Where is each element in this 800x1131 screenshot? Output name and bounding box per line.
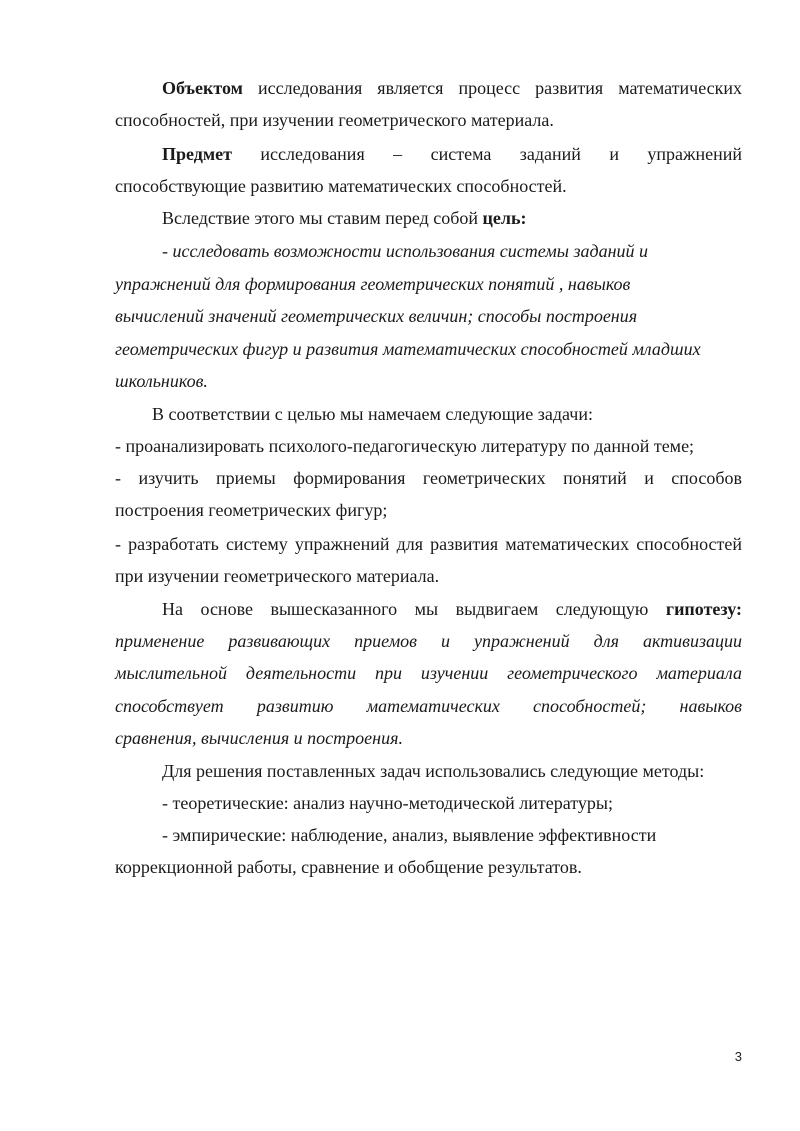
object-text: исследования является процесс развития математических	[257, 78, 743, 98]
hypothesis-line-3: способствует развитию математических способностей; навыков	[115, 696, 742, 716]
object-line-2: способностей, при изучении геометрического материала.	[115, 110, 554, 130]
goal-term: цель:	[482, 208, 527, 228]
hypothesis-intro-line	[162, 598, 742, 620]
page-number: 3	[734, 1049, 742, 1064]
task-line-2: - изучить приемы формирования геометрических понятий и способов	[115, 468, 742, 488]
goal-line-2: упражнений для формирования геометрических понятий , навыков	[115, 274, 631, 294]
hypothesis-term: гипотезу:	[665, 599, 743, 619]
goal-line-4: геометрических фигур и развития математических способностей младших	[115, 339, 701, 359]
method-line-3: коррекционной работы, сравнение и обобщение результатов.	[115, 857, 582, 877]
task-line-3: построения геометрических фигур;	[115, 500, 388, 520]
subject-term: Предмет	[162, 144, 232, 164]
method-line-2: - эмпирические: наблюдение, анализ, выявление эффективности	[162, 825, 657, 845]
hypothesis-line-4: сравнения, вычисления и построения.	[115, 728, 403, 748]
subject-line-1	[162, 143, 742, 165]
object-line-1	[162, 77, 742, 99]
goal-line-3: вычислений значений геометрических величин; способы построения	[115, 306, 638, 326]
hypothesis-line-2: мыслительной деятельности при изучении геометрического материала	[115, 663, 742, 683]
tasks-intro: В соответствии с целью мы намечаем следующие задачи:	[152, 404, 593, 424]
goal-line-5: школьников.	[115, 371, 208, 391]
method-line-1: - теоретические: анализ научно-методической литературы;	[162, 793, 614, 813]
task-line-4: - разработать систему упражнений для развития математических способностей	[115, 534, 742, 554]
task-line-1: - проанализировать психолого-педагогическую литературу по данной теме;	[115, 436, 695, 456]
task-line-5: при изучении геометрического материала.	[115, 566, 440, 586]
hypothesis-line-1: применение развивающих приемов и упражнений для активизации	[115, 631, 742, 651]
methods-intro: Для решения поставленных задач использовались следующие методы:	[162, 761, 705, 781]
goal-line-1: - исследовать возможности использования системы заданий и	[162, 241, 649, 261]
subject-line-2: способствующие развитию математических способностей.	[115, 176, 567, 196]
hypothesis-intro: На основе вышесказанного мы выдвигаем следующую	[162, 599, 649, 619]
object-term: Объектом	[162, 78, 243, 98]
goal-intro: Вследствие этого мы ставим перед собой	[162, 208, 479, 228]
goal-intro-line	[162, 207, 742, 229]
subject-text: исследования – система заданий и упражнений	[260, 144, 743, 164]
